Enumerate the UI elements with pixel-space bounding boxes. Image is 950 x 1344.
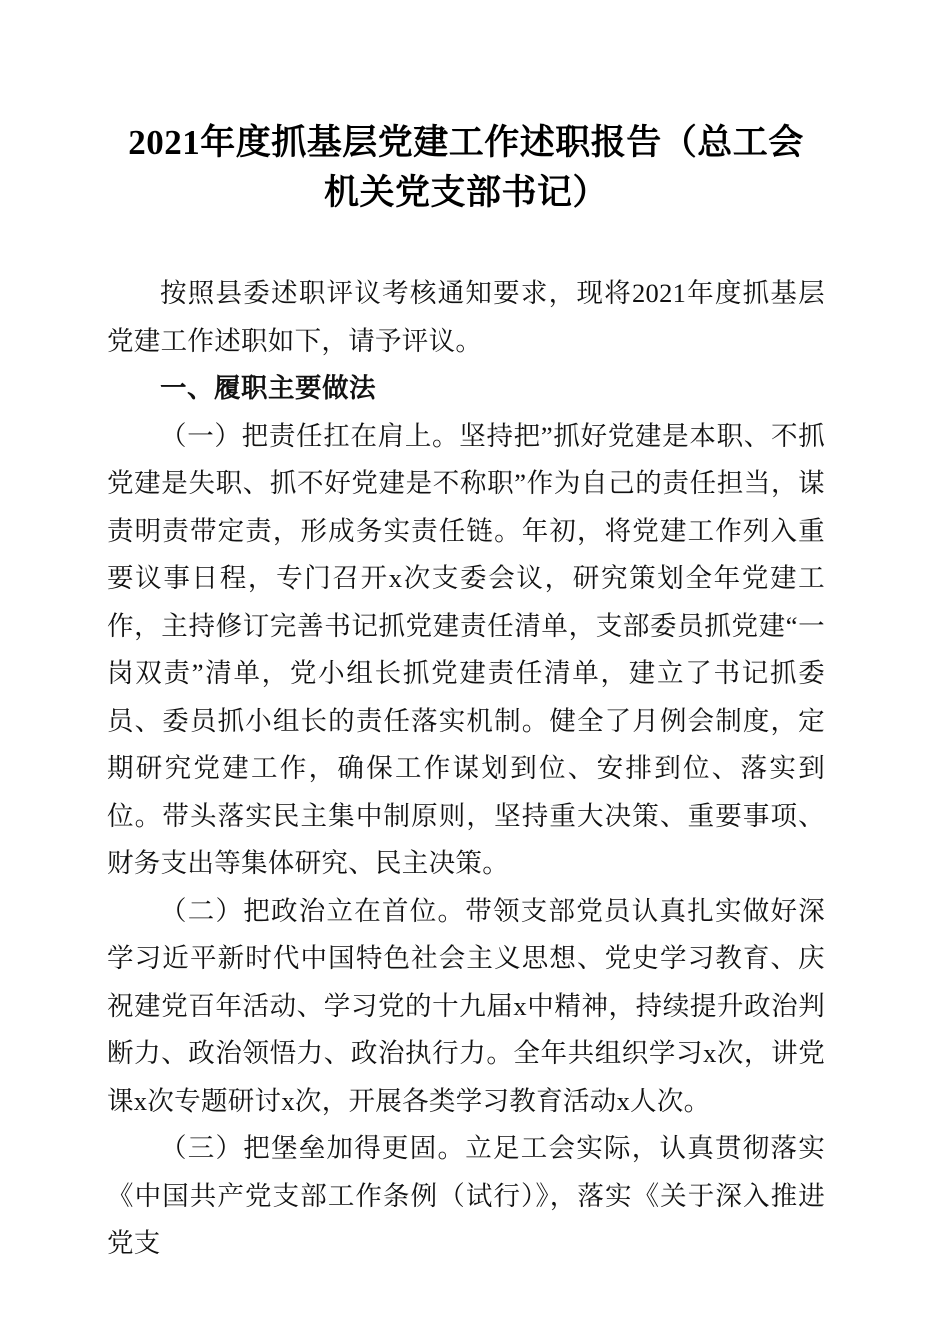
intro-paragraph: 按照县委述职评议考核通知要求，现将2021年度抓基层党建工作述职如下，请予评议。 bbox=[107, 278, 825, 356]
page-title-line-2: 机关党支部书记） bbox=[323, 173, 608, 212]
paragraph-2: （二）把政治立在首位。带领支部党员认真扎实做好深学习近平新时代中国特色社会主义思想、党史学习教育、庆祝建党百年活动、学习党的十九届x中精神，持续提升政治判断力、政治领悟力、政治执行力。全年共组织学习x次，讲党课x次专题研讨x次，开展各类学习教育活动x人次。 bbox=[107, 895, 825, 1116]
paragraph-1: （一）把责任扛在肩上。坚持把”抓好党建是本职、不抓党建是失职、抓不好党建是不称职”作为自己的责任担当，谋责明责带定责，形成务实责任链。年初，将党建工作列入重要议事日程，专门召开x次支委会议，研究策划全年党建工作，主持修订完善书记抓党建责任清单，支部委员抓党建“一岗双责”清单，党小组长抓党建责任清单，建立了书记抓委员、委员抓小组长的责任落实机制。健全了月例会制度，定期研究党建工作，确保工作谋划到位、安排到位、落实到位。带头落实民主集中制原则，坚持重大决策、重要事项、财务支出等集体研究、民主决策。 bbox=[107, 420, 825, 878]
page-title bbox=[107, 0, 825, 218]
section-heading-1: 一、履职主要做法 bbox=[160, 373, 376, 403]
document-body bbox=[107, 270, 825, 1268]
page-title-line-1: 2021年度抓基层党建工作述职报告（总工会 bbox=[128, 123, 804, 162]
paragraph-3: （三）把堡垒加得更固。立足工会实际，认真贯彻落实《中国共产党支部工作条例（试行）》，落实《关于深入推进党支 bbox=[107, 1133, 825, 1258]
